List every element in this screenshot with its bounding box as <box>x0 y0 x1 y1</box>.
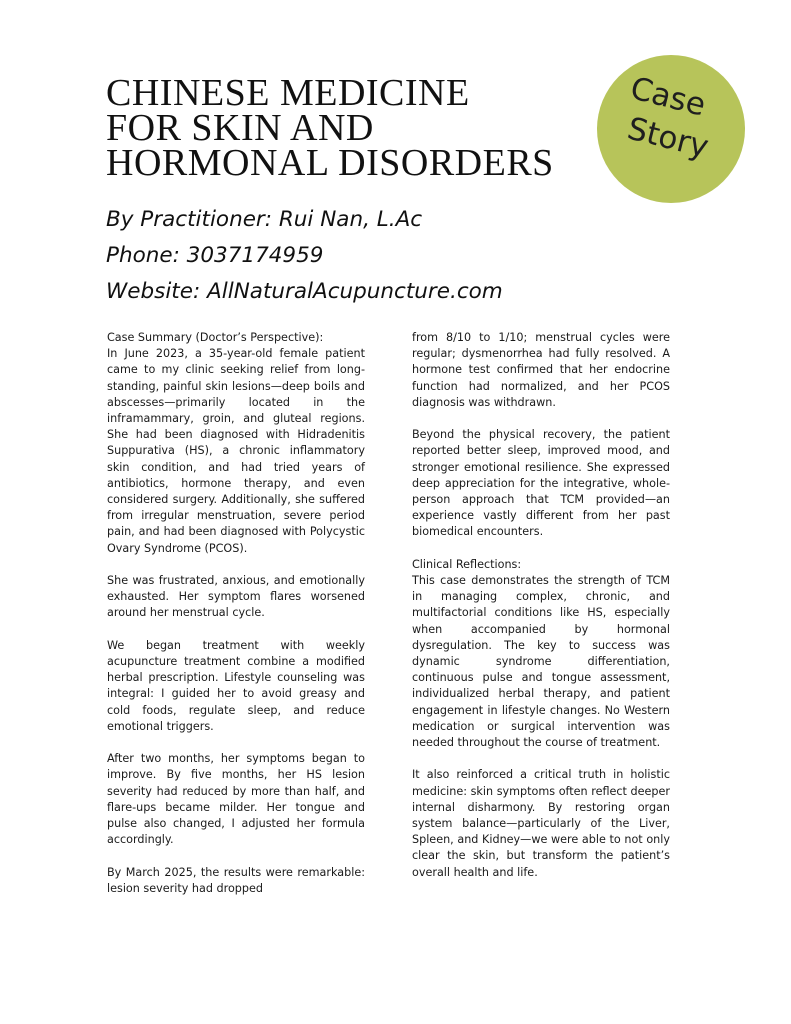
body-paragraph: She was frustrated, anxious, and emotionally exhausted. Her symptom flares worsened around her menstrual cycle. <box>107 574 365 620</box>
clinical-reflections-paragraph: This case demonstrates the strength of TCM in managing complex, chronic, and multifactorial conditions like HS, especially when accompanied by hormonal dysregulation. The key to success was dynamic syndrome differentiation, continuous pulse and tongue assessment, individualized herbal therapy, and patient engagement in lifestyle changes. No Western medication or surgical intervention was needed throughout the course of treatment. <box>412 574 670 750</box>
left-column <box>107 330 365 897</box>
badge-word-case: Case <box>626 70 710 124</box>
title-line-1: CHINESE MEDICINE <box>106 72 470 114</box>
case-summary-heading: Case Summary (Doctor’s Perspective): <box>107 331 324 344</box>
contact-info <box>106 202 626 310</box>
clinical-reflections-heading: Clinical Reflections: <box>412 557 522 571</box>
body-paragraph: We began treatment with weekly acupuncture treatment combine a modified herbal prescription. Lifestyle counseling was integral: I guided her to avoid greasy and cold foods, regulate sleep, and reduce emotional triggers. <box>107 638 365 733</box>
case-summary-paragraph: In June 2023, a 35-year-old female patient came to my clinic seeking relief from long-standing, painful skin lesions—deep boils and abscesses—primarily located in the inframammary, groin, and gluteal regions. She had been diagnosed with Hidradenitis Suppurativa (HS), a chronic inflammatory skin condition, and had tried years of antibiotics, hormone therapy, and even considered surgery. Additionally, she suffered from irregular menstruation, severe period pain, and had been diagnosed with Polycystic Ovary Syndrome (PCOS). <box>107 347 365 555</box>
badge-word-story: Story <box>623 110 713 166</box>
case-story-badge <box>597 55 745 203</box>
body-paragraph: from 8/10 to 1/10; menstrual cycles were regular; dysmenorrhea had fully resolved. A hormone test confirmed that her endocrine function had normalized, and her PCOS diagnosis was withdrawn. <box>412 331 670 409</box>
body-paragraph: By March 2025, the results were remarkable: lesion severity had dropped <box>107 865 365 895</box>
practitioner-line: By Practitioner: Rui Nan, L.Ac <box>106 207 423 232</box>
website-line: Website: AllNaturalAcupuncture.com <box>106 279 503 304</box>
document-title <box>106 72 626 184</box>
title-line-3: HORMONAL DISORDERS <box>106 142 554 184</box>
body-paragraph: After two months, her symptoms began to improve. By five months, her HS lesion severity had reduced by more than half, and flare-ups became milder. Her tongue and pulse also changed, I adjusted her formula accordingly. <box>107 752 365 847</box>
body-paragraph: Beyond the physical recovery, the patient reported better sleep, improved mood, and stronger emotional resilience. She expressed deep appreciation for the integrative, whole-person approach that TCM provided—an experience vastly different from her past biomedical encounters. <box>412 428 670 539</box>
clinical-reflections-block <box>412 557 670 751</box>
phone-line: Phone: 3037174959 <box>106 243 324 268</box>
body-paragraph: It also reinforced a critical truth in holistic medicine: skin symptoms often reflect deeper internal disharmony. By restoring organ system balance—particularly of the Liver, Spleen, and Kidney—we were able to not only clear the skin, but transform the patient’s overall health and life. <box>412 768 670 879</box>
case-summary-block <box>107 330 365 557</box>
title-line-2: FOR SKIN AND <box>106 107 374 149</box>
right-column <box>412 330 670 881</box>
